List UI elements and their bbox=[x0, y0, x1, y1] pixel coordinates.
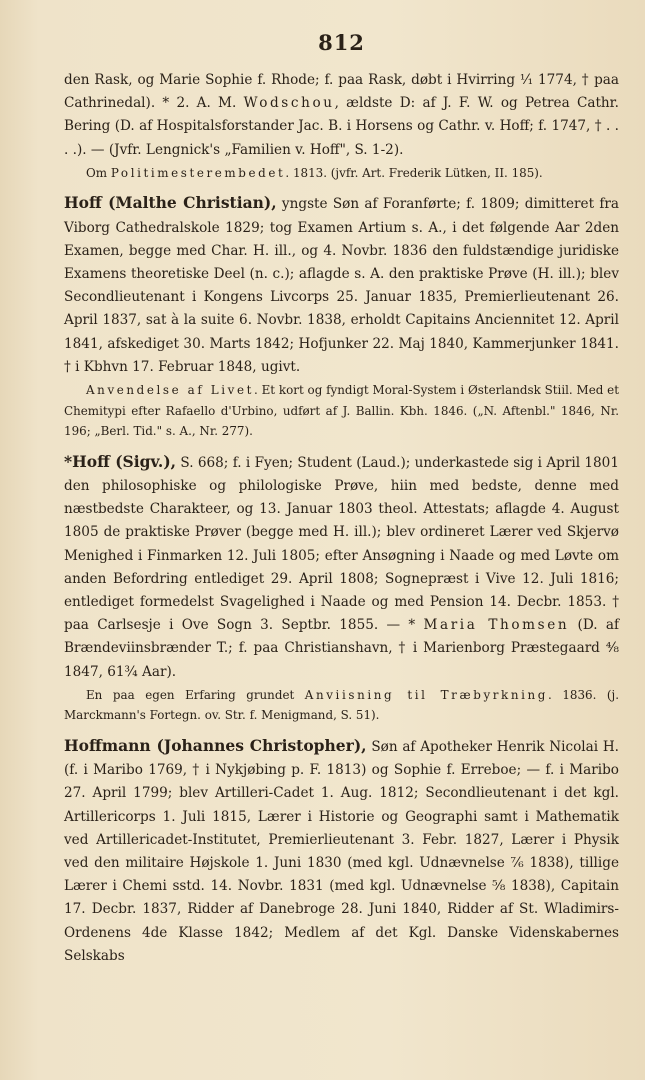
works-note bbox=[64, 163, 619, 184]
entry-continuation bbox=[64, 69, 619, 183]
continuation-paragraph bbox=[64, 69, 619, 162]
entry-text: Søn af Apotheker Henrik Nicolai H. (f. i Maribo 1769, † i Nykjøbing p. F. 1813) og Sophie f. Erreboe; — f. i Maribo 27. April 1799; blev Artilleri-Cadet 1. Aug. 1812; Secondlieutenant i det kgl. Artillericorps 1. Juli 1815, Lærer i Historie og Geographi samt i Mathematik ved Artillericadet-Institutet, Premierlieutenant 3. Febr. 1827, Lærer i Physik ved den militaire Højskole 1. Juni 1830 (med kgl. Udnævnelse ⁷⁄₆ 1838), tillige Lærer i Chemi sstd. 14. Novbr. 1831 (med kgl. Udnævnelse ⁵⁄₈ 1838), Capitain 17. Decbr. 1837, Ridder af Danebroge 28. Juni 1840, Ridder af St. Wladimirs-Ordenens 4de Klasse 1842; Medlem af det Kgl. Danske Videnskabernes Selskabs bbox=[64, 739, 619, 964]
page-number: 812 bbox=[318, 30, 365, 55]
note-prefix: En paa egen Erfaring grundet bbox=[86, 687, 305, 702]
continuation-text: den Rask, og Marie Sophie f. Rhode; f. paa Rask, døbt i Hvirring ¹⁄₁ 1774, † paa Cathrinedal). * 2. A. M. bbox=[64, 72, 619, 112]
works-note bbox=[64, 380, 619, 442]
spouse-name: Wodschou bbox=[243, 95, 335, 112]
hoffmann-paragraph bbox=[64, 734, 619, 968]
note-work-title: Politimesterembedet bbox=[110, 165, 286, 180]
note-text: . Et kort og fyndigt Moral-System i Østerlandsk Stiil. Med et Chemitypi efter Rafaello d'Urbino, udført af J. Ballin. Kbh. 1846. („N. Aftenbl." 1846, Nr. 196; „Berl. Tid." s. A., Nr. 277). bbox=[64, 383, 619, 439]
note-prefix: Om bbox=[86, 165, 111, 180]
entry-malthe bbox=[64, 191, 619, 441]
entry-text: S. 668; f. i Fyen; Student (Laud.); underkastede sig i April 1801 den philosophiske og philologiske Prøve, hiin med bedste, denne med næstbedste Charakteer, og 13. Januar 1803 theol. Attestats; aflagde 4. August 1805 de praktiske Prøver (begge med H. ill.); blev ordineret Lærer ved Skjervø Menighed i Finmarken 12. Juli 1805; efter Ansøgning i Naade og med Løvte om anden Befordring entlediget 29. April 1808; Sognepræst i Vive 12. Juli 1816; entlediget formedelst Svagelighed i Naade og med Pension 14. Decbr. 1853. † paa Carlsesje i Ove Sogn 3. Septbr. 1855. — * bbox=[64, 454, 619, 634]
note-suffix: . 1836. (j. Marckmann's Fortegn. ov. Str. f. Menigmand, S. 51). bbox=[64, 687, 619, 723]
entry-sigv bbox=[64, 450, 619, 726]
note-suffix: . 1813. (jvfr. Art. Frederik Lütken, II. 185). bbox=[285, 165, 543, 180]
note-work-title: Anvendelse af Livet bbox=[86, 383, 255, 398]
note-work-title: Anviisning til Træbyrkning bbox=[304, 687, 548, 702]
continuation-text-2: , ældste D: af J. F. W. og Petrea Cathr. Bering (D. af Hospitalsforstander Jac. B. i Horsens og Cathr. v. Hoff; f. 1747, † . . . .). — (Jvfr. Lengnick's „Familien v. Hoff", S. 1-2). bbox=[64, 95, 619, 158]
spouse-name: Maria Thomsen bbox=[423, 617, 570, 634]
entry-text: yngste Søn af Foranførte; f. 1809; dimitteret fra Viborg Cathedralskole 1829; tog Examen Artium s. A., i det følgende Aar 2den Examen, begge med Char. H. ill., og 4. Novbr. 1836 den fuldstændige juridiske Examens theoretiske Deel (n. c.); aflagde s. A. den praktiske Prøve (H. ill.); blev Secondlieutenant i Kongens Livcorps 25. Januar 1835, Premierlieutenant 26. April 1837, sat à la suite 6. Novbr. 1838, erholdt Capitains Anciennitet 12. April 1841, afskediget 30. Marts 1842; Hofjunker 22. Maj 1840, Kammerjunker 1841. † i Kbhvn 17. Februar 1848, ugivt. bbox=[64, 196, 619, 375]
entry-heading: Hoffmann (Johannes Christopher), bbox=[64, 736, 367, 756]
malthe-paragraph bbox=[64, 191, 619, 379]
entry-text-2: (D. af Brændeviinsbrænder T.; f. paa Christianshavn, † i Marienborg Præstegaard ⁴⁄₈ 1847, 61¾ Aar). bbox=[64, 617, 619, 680]
entry-heading: *Hoff (Sigv.), bbox=[64, 451, 177, 471]
sigv-paragraph bbox=[64, 450, 619, 684]
works-note bbox=[64, 685, 619, 726]
entry-hoffmann bbox=[64, 734, 619, 968]
entry-heading: Hoff (Malthe Christian), bbox=[64, 193, 277, 213]
